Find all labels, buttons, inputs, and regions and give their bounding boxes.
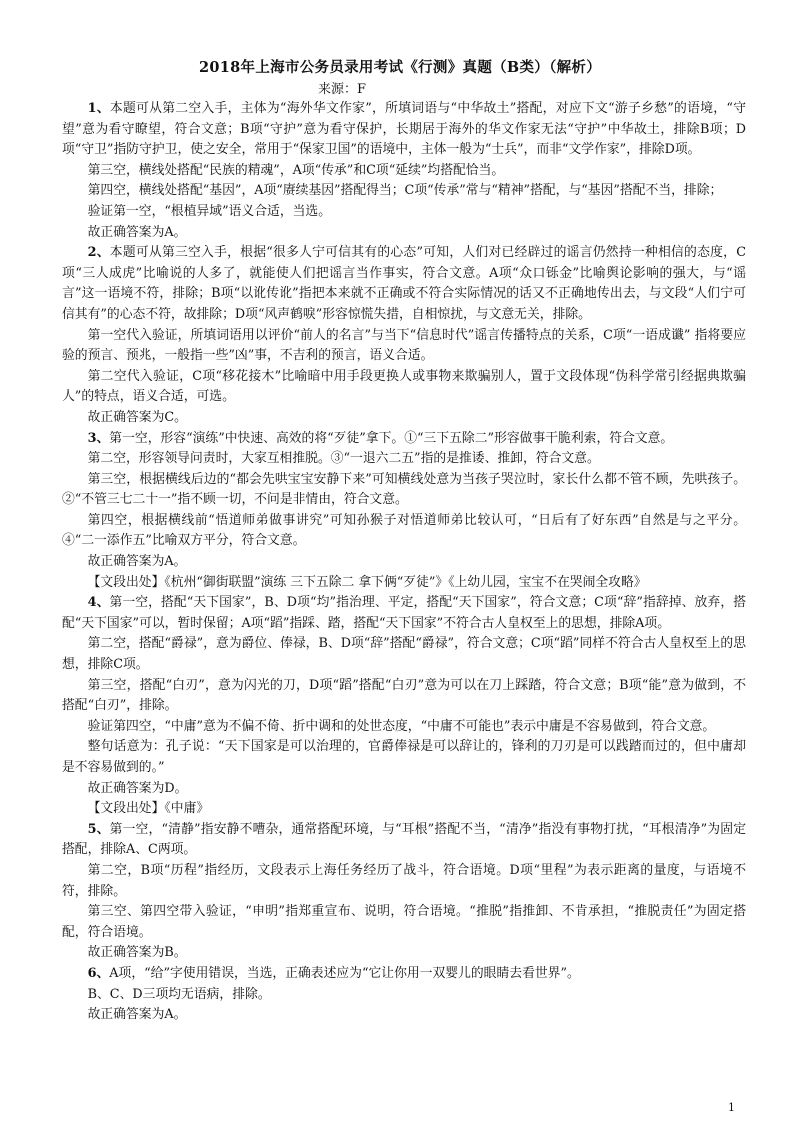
paragraph-text: 本题可从第二空入手，主体为“海外华文作家”，所填词语与“中华故土”搭配，对应下文“游子乡愁”的语境，“守望”意为看守瞭望，符合文意；B项“守护”意为看守保护，长期居于海外的华文作家无法“守护”中华故土，排除B项；D项“守卫”指防守护卫，使之安全，常用于“保家卫国”的语境中，主体一般为“士兵”，而非“文学作家”，排除D项。 bbox=[62, 101, 747, 158]
paragraph bbox=[62, 326, 746, 367]
paragraph bbox=[62, 573, 746, 594]
question-number: 5、 bbox=[87, 821, 110, 837]
paragraph bbox=[62, 820, 746, 861]
paragraph bbox=[62, 861, 746, 902]
paragraph-text: 【文段出处】《杭州“御街联盟”演练 三下五除二 拿下俩“歹徒”》《上幼儿园，宝宝不在哭闹全攻略》 bbox=[87, 574, 647, 590]
paragraph bbox=[62, 985, 746, 1006]
paragraph bbox=[62, 243, 746, 325]
paragraph bbox=[62, 511, 746, 552]
question-number: 4、 bbox=[87, 595, 110, 611]
paragraph-text: 故正确答案为D。 bbox=[87, 780, 188, 796]
paragraph-text: 第二空，搭配“爵禄”，意为爵位、俸禄，B、D项“辞”搭配“爵禄”，符合文意；C项“蹈”同样不符合古人皇权至上的思想，排除C项。 bbox=[62, 636, 746, 673]
paragraph bbox=[62, 552, 746, 573]
paragraph-text: 第四空，根据横线前“悟道师弟做事讲究”可知孙猴子对悟道师弟比较认可，“日后有了好东西”自然是与之平分。④“二一添作五”比喻双方平分，符合文意。 bbox=[62, 512, 746, 549]
paragraph-text: 第一空，“清静”指安静不嘈杂，通常搭配环境，与“耳根”搭配不当，“清净”指没有事物打扰，“耳根清净”为固定搭配，排除A、C两项。 bbox=[62, 821, 747, 858]
paragraph bbox=[62, 223, 746, 244]
paragraph-text: 故正确答案为A。 bbox=[87, 224, 187, 240]
paragraph bbox=[62, 676, 746, 717]
paragraph bbox=[62, 634, 746, 675]
document-title: 2018年上海市公务员录用考试《行测》真题（B类）（解析） bbox=[198, 59, 602, 76]
paragraph-text: 第四空，横线处搭配“基因”，A项“赓续基因”搭配得当；C项“传承”常与“精神”搭配，与“基因”搭配不当，排除； bbox=[87, 183, 723, 199]
paragraph bbox=[62, 429, 746, 450]
paragraph-text: 第二空，形容领导问责时，大家互相推脱。③“一退六二五”指的是推诿、推卸，符合文意。 bbox=[87, 451, 600, 467]
paragraph bbox=[62, 1005, 746, 1026]
paragraph-text: 【文段出处】《中庸》 bbox=[87, 801, 210, 817]
paragraph-text: 验证第四空，“中庸”意为不偏不倚、折中调和的处世态度，“中庸不可能也”表示中庸是不容易做到，符合文意。 bbox=[87, 718, 716, 734]
paragraph bbox=[62, 99, 746, 161]
paragraph-text: 第三空、第四空带入验证，“申明”指郑重宣布、说明，符合语境。“推脱”指推卸、不肯承担，“推脱责任”为固定搭配，符合语境。 bbox=[62, 904, 746, 940]
paragraph bbox=[62, 779, 746, 800]
paragraph-text: 故正确答案为A。 bbox=[87, 1007, 187, 1023]
paragraph-text: 第一空，形容“演练”中快速、高效的将“歹徒”拿下。①“三下五除二”形容做事干脆利索，符合文意。 bbox=[109, 430, 674, 446]
paragraph bbox=[62, 470, 746, 511]
paragraph-text: A项，“给”字使用错误，当选，正确表述应为“它让你用一双婴儿的眼睛去看世界”。 bbox=[109, 965, 580, 981]
paragraph bbox=[62, 964, 746, 985]
paragraph bbox=[62, 593, 746, 634]
paragraph-text: 故正确答案为A。 bbox=[87, 554, 187, 570]
document-body bbox=[62, 99, 746, 1026]
paragraph-text: 故正确答案为C。 bbox=[87, 409, 187, 425]
paragraph bbox=[62, 408, 746, 429]
paragraph-text: 整句话意为：孔子说：“天下国家是可以治理的，官爵俸禄是可以辞让的，锋利的刀刃是可以践踏而过的，但中庸却是不容易做到的。” bbox=[62, 739, 746, 775]
question-number: 6、 bbox=[87, 965, 110, 981]
paragraph-text: 第三空，横线处搭配“民族的精魂”，A项“传承”和C项“延续”均搭配恰当。 bbox=[87, 162, 505, 178]
paragraph-text: 第三空，根据横线后边的“都会先哄宝宝安静下来”可知横线处意为当孩子哭泣时，家长什么都不管不顾，先哄孩子。②“不管三七二十一”指不顾一切，不问是非情由，符合文意。 bbox=[62, 471, 746, 508]
paragraph bbox=[62, 717, 746, 738]
paragraph bbox=[62, 943, 746, 964]
paragraph-text: 第二空，B项“历程”指经历，文段表示上海任务经历了战斗，符合语境。D项“里程”为表示距离的量度，与语境不符，排除。 bbox=[62, 862, 746, 899]
paragraph-text: 故正确答案为B。 bbox=[87, 945, 187, 961]
question-number: 1、 bbox=[87, 101, 110, 116]
paragraph-text: 第一空，搭配“天下国家”，B、D项“均”指治理、平定，搭配“天下国家”，符合文意；C项“辞”指辞掉、放弃，搭配“天下国家”可以，暂时保留；A项“蹈”指踩、踏，搭配“天下国家”不符合古人皇权至上的思想，排除A项。 bbox=[62, 595, 746, 631]
paragraph-text: 本题可从第三空入手，根据“很多人宁可信其有的心态”可知，人们对已经辟过的谣言仍然持一种相信的态度，C项“三人成虎”比喻说的人多了，就能使人们把谣言当作事实，符合文意。A项“众口铄金”比喻舆论影响的强大，与“谣言”这一语境不符，排除；B项“以讹传讹”指把本来就不正确或不符合实际情况的话又不正确地传出去，与文段“人们宁可信其有”的心态不符，故排除；D项“风声鹤唳”形容惊慌失措，自相惊扰，与文意无关，排除。 bbox=[62, 245, 746, 322]
paragraph bbox=[62, 367, 746, 408]
paragraph bbox=[62, 202, 746, 223]
question-number: 2、 bbox=[87, 245, 110, 261]
paragraph-text: 第一空代入验证，所填词语用以评价“前人的名言”与当下“信息时代”谣言传播特点的关系，C项“一语成谶” 指将要应验的预言、预兆，一般指一些”凶”事，不吉利的预言，语义合适。 bbox=[62, 327, 746, 364]
paragraph bbox=[62, 161, 746, 182]
paragraph bbox=[62, 799, 746, 820]
paragraph bbox=[62, 449, 746, 470]
paragraph-text: B、C、D三项均无语病，排除。 bbox=[87, 986, 271, 1002]
paragraph bbox=[62, 181, 746, 202]
page-number: 1 bbox=[728, 1101, 735, 1114]
paragraph-text: 验证第一空，“根植异域”语义合适，当选。 bbox=[87, 203, 332, 219]
paragraph bbox=[62, 902, 746, 943]
paragraph-text: 第二空代入验证，C项“移花接木”比喻暗中用手段更换人或事物来欺骗别人，置于文段体现“伪科学常引经据典欺骗人”的特点，语义合适，可选。 bbox=[62, 368, 746, 405]
paragraph-text: 第三空，搭配“白刃”，意为闪光的刀，D项“蹈”搭配“白刃”意为可以在刀上踩踏，符合文意；B项“能”意为做到，不搭配“白刃”，排除。 bbox=[62, 677, 746, 714]
question-number: 3、 bbox=[87, 430, 110, 446]
document-source: 来源：F bbox=[318, 82, 367, 97]
paragraph bbox=[62, 737, 746, 778]
